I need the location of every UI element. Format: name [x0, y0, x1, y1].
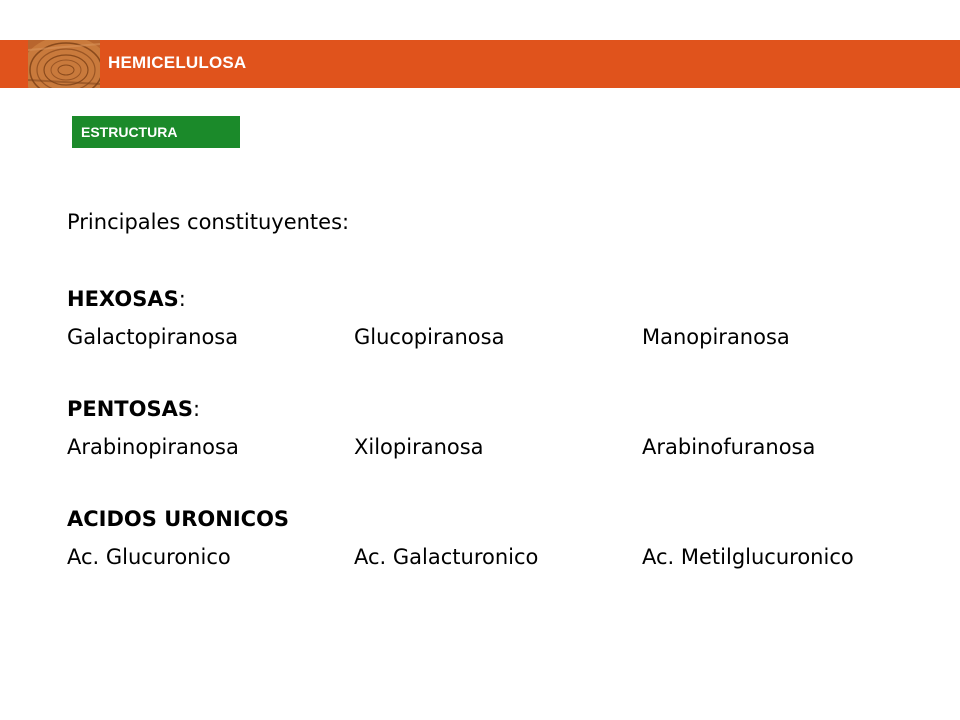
group-heading-acidos-uronicos [67, 507, 289, 531]
list-item: Manopiranosa [642, 325, 790, 349]
group-heading-hexosas [67, 287, 186, 311]
list-item: Arabinofuranosa [642, 435, 816, 459]
page-title: HEMICELULOSA [108, 53, 247, 72]
group-title: HEXOSAS [67, 287, 179, 311]
list-item: Ac. Galacturonico [354, 545, 539, 569]
list-item: Ac. Metilglucuronico [642, 545, 854, 569]
group-heading-pentosas [67, 397, 200, 421]
intro-text: Principales constituyentes: [67, 210, 350, 234]
list-item: Glucopiranosa [354, 325, 505, 349]
list-item: Galactopiranosa [67, 325, 239, 349]
group-title-suffix: : [178, 287, 186, 311]
group-title: ACIDOS URONICOS [67, 507, 290, 531]
list-item: Arabinopiranosa [67, 435, 239, 459]
header-bar [0, 40, 960, 88]
wood-rings-icon [28, 40, 100, 88]
section-tag [72, 116, 240, 148]
list-item: Xilopiranosa [354, 435, 484, 459]
group-title: PENTOSAS [67, 397, 193, 421]
group-title-suffix: : [193, 397, 201, 421]
section-tag-label: ESTRUCTURA [81, 124, 178, 140]
list-item: Ac. Glucuronico [67, 545, 231, 569]
